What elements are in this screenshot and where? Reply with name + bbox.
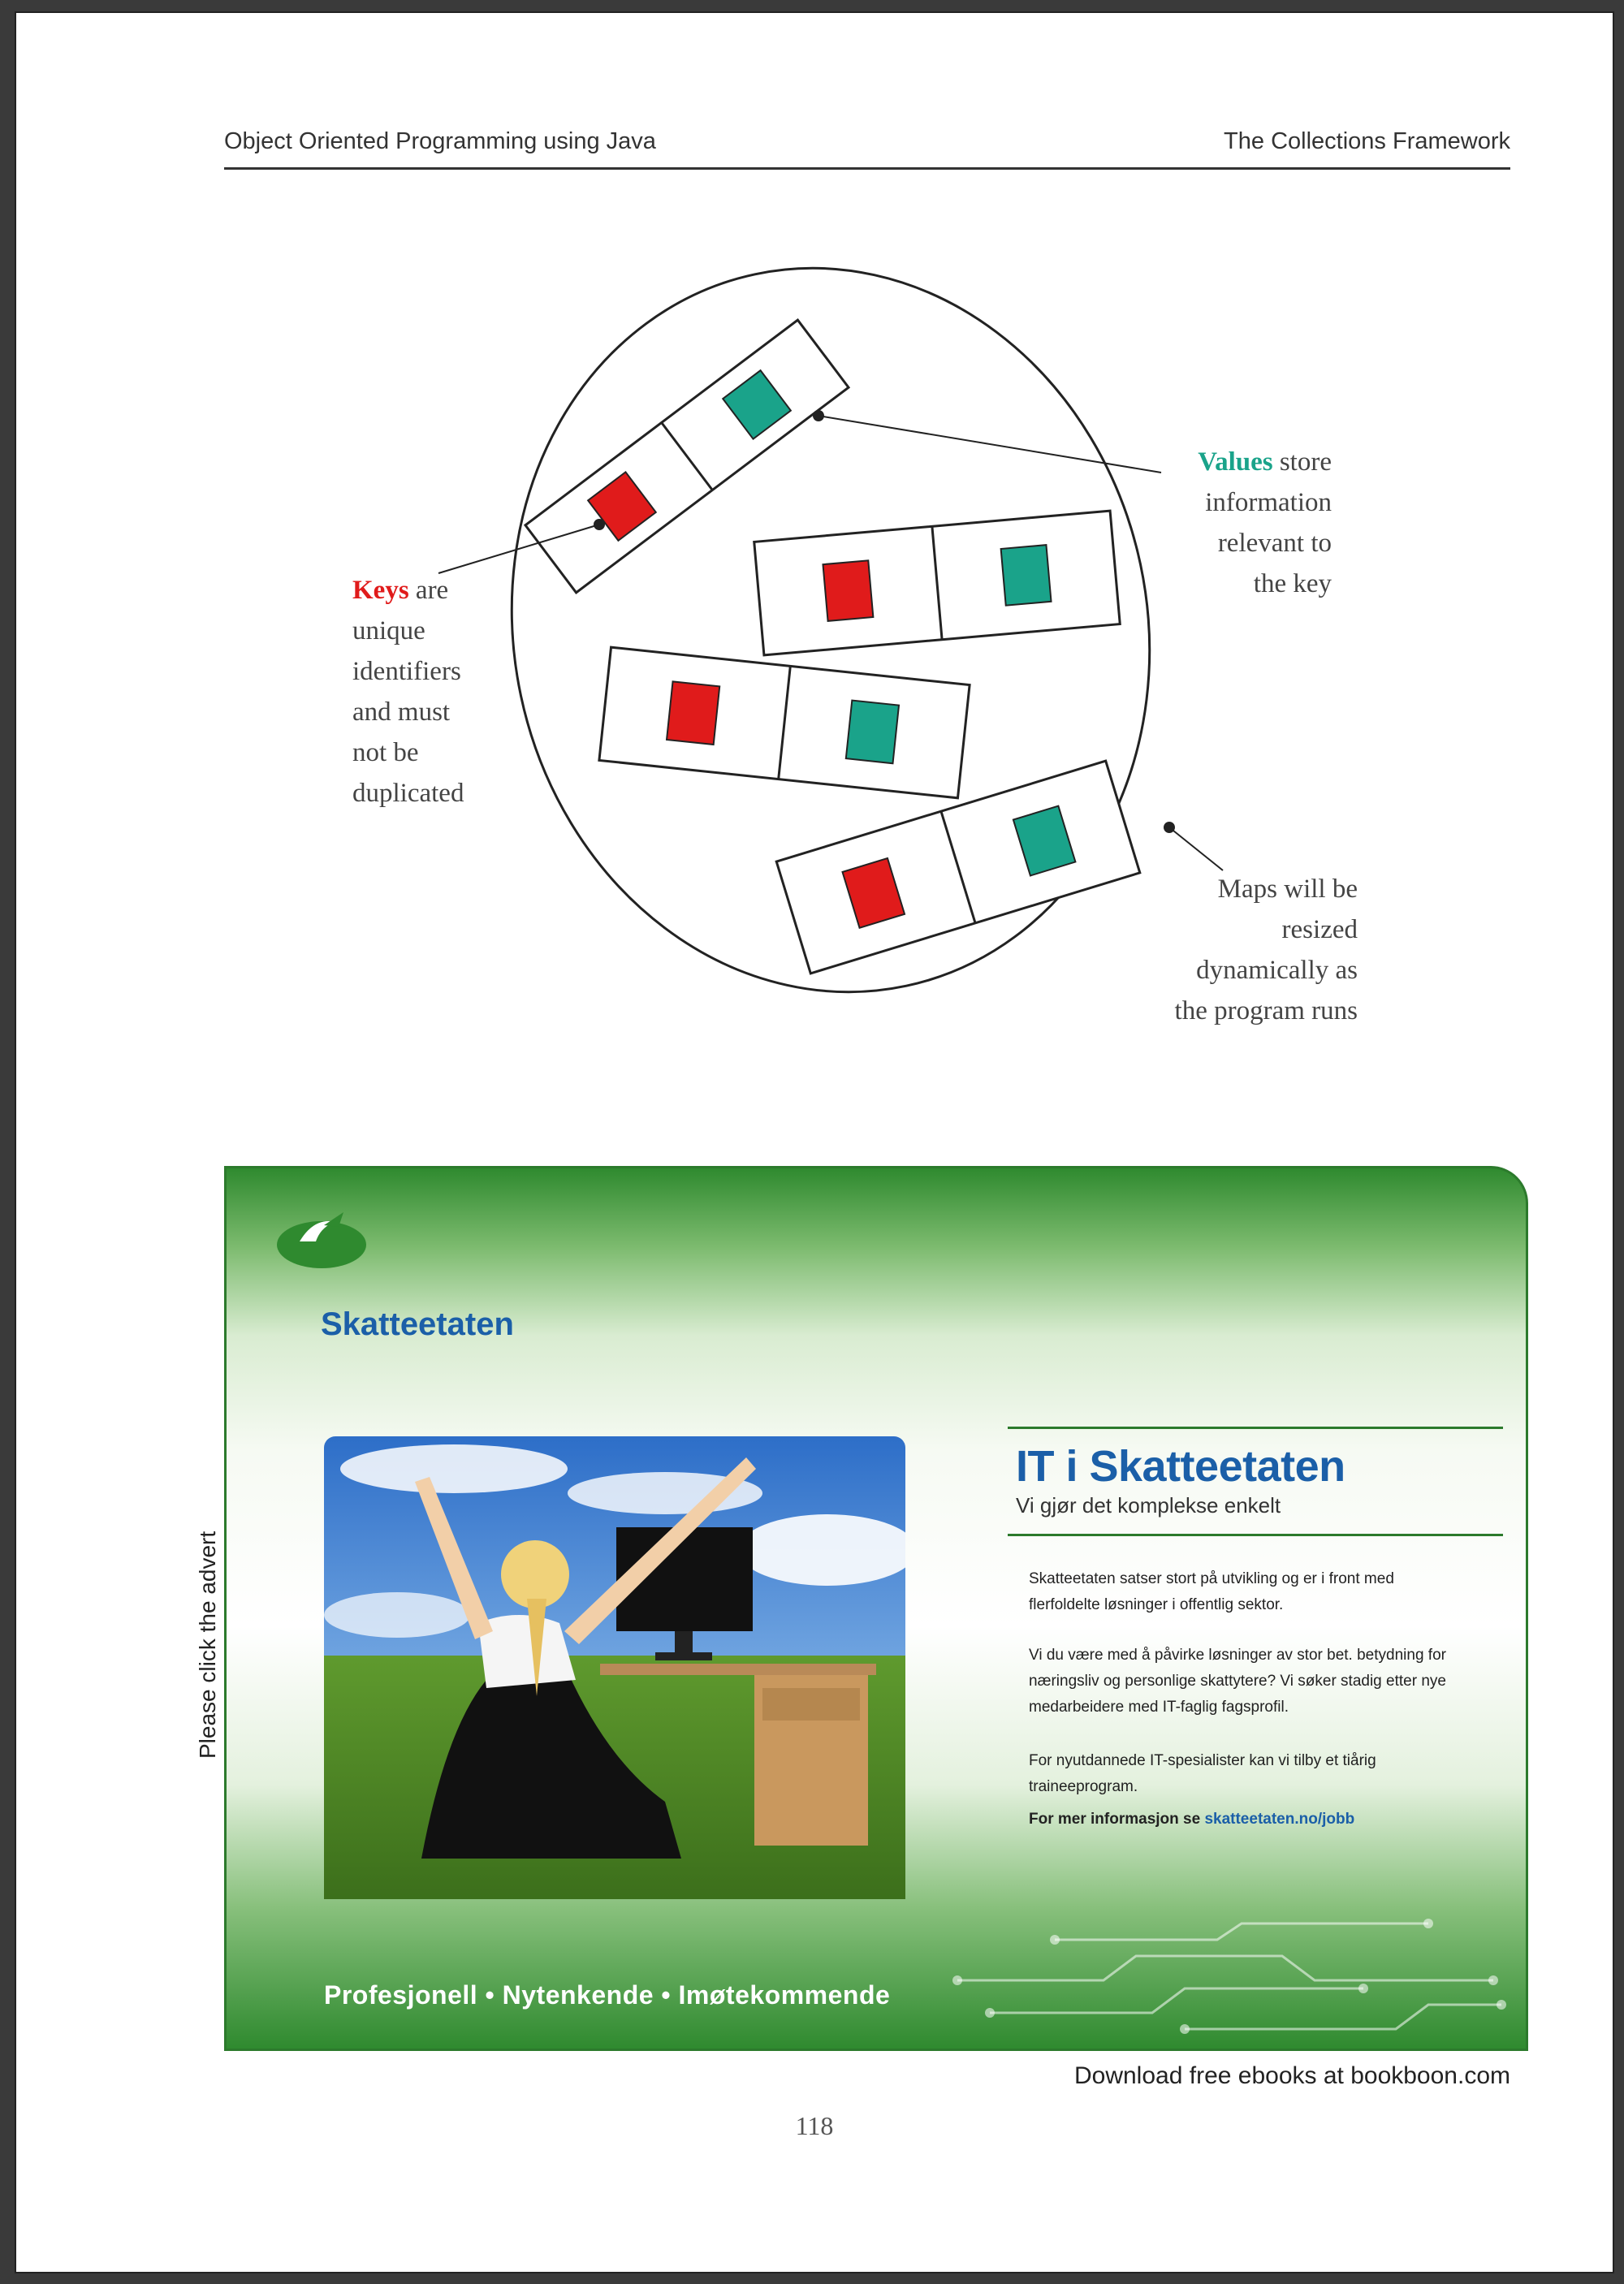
advert-paragraph: For nyutdannede IT-spesialister kan vi tilby et tiårig traineeprogram. <box>1029 1752 1376 1795</box>
values-keyword: Values <box>1198 447 1273 477</box>
keys-label <box>352 570 464 814</box>
key-box <box>667 681 719 745</box>
advert-title-rule-top <box>1008 1427 1503 1429</box>
document-page <box>15 11 1614 2273</box>
advert-paragraph: Vi du være med å påvirke løsninger av stor bet. betydning for næringsliv og personlige skattytere? Vi søker stadig etter nye medarbeidere med IT-faglig fagsprofil. <box>1029 1647 1446 1716</box>
advert-title: IT i Skatteetaten <box>1016 1442 1345 1491</box>
values-text-line: the key <box>1253 569 1332 598</box>
maps-callout-line <box>1169 827 1223 870</box>
skatteetaten-advert[interactable] <box>224 1166 1528 2051</box>
advert-photo <box>324 1436 905 1899</box>
keys-keyword: Keys <box>352 576 409 605</box>
keys-text-line: unique <box>352 616 425 645</box>
advert-slogan: Profesjonell • Nytenkende • Imøtekommende <box>324 1980 891 2010</box>
keys-text-line: identifiers <box>352 657 461 686</box>
advert-more-info-prefix: For mer informasjon se <box>1029 1811 1201 1828</box>
keys-text-line: not be <box>352 738 419 767</box>
download-ebooks-note: Download free ebooks at bookboon.com <box>1073 2062 1510 2089</box>
advert-more-info-link[interactable]: skatteetaten.no/jobb <box>1204 1811 1355 1828</box>
advert-subtitle: Vi gjør det komplekse enkelt <box>1016 1493 1281 1518</box>
maps-label <box>1129 869 1358 1031</box>
map-diagram <box>16 13 1613 1069</box>
click-advert-note: Please click the advert <box>195 1531 220 1759</box>
value-box <box>1001 545 1052 606</box>
running-header-chapter: The Collections Framework <box>1224 128 1510 154</box>
maps-text-line: the program runs <box>1174 996 1358 1025</box>
values-callout-line <box>818 416 1161 473</box>
running-header-title: Object Oriented Programming using Java <box>224 128 656 154</box>
skatteetaten-logo-icon <box>275 1209 368 1269</box>
advert-brand-name: Skatteetaten <box>321 1306 514 1342</box>
keys-text-line: duplicated <box>352 779 464 808</box>
values-text-line: store <box>1279 447 1332 477</box>
maps-text-line: resized <box>1281 915 1358 944</box>
value-box <box>846 701 899 764</box>
values-text-line: information <box>1205 488 1332 517</box>
keys-text-line: and must <box>352 697 451 727</box>
circuit-decoration <box>941 1907 1510 2045</box>
advert-paragraph: Skatteetaten satser stort på utvikling og er i front med flerfoldelte løsninger i offentlig sektor. <box>1029 1570 1394 1613</box>
maps-text-line: dynamically as <box>1196 956 1358 985</box>
keys-text-line: are <box>415 576 449 605</box>
key-box <box>823 560 873 621</box>
advert-more-info <box>1029 1807 1467 1833</box>
map-entry <box>599 647 970 798</box>
page-number: 118 <box>795 2111 834 2140</box>
advert-title-rule-bottom <box>1008 1534 1503 1536</box>
map-entry <box>754 511 1121 655</box>
values-label <box>1129 442 1332 604</box>
maps-text-line: Maps will be <box>1217 874 1358 904</box>
values-text-line: relevant to <box>1217 529 1332 558</box>
